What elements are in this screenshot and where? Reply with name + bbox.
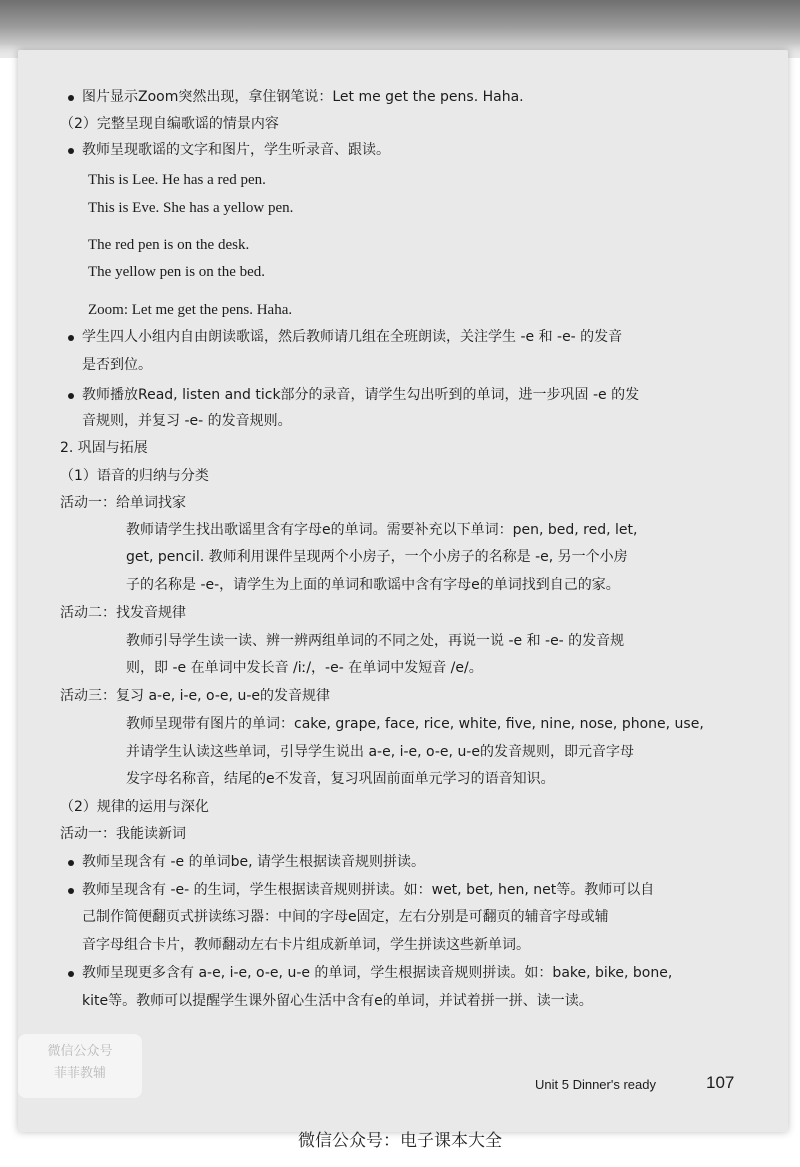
- subheading-2-2: （2）规律的运用与深化: [60, 799, 209, 815]
- bullet-icon: [68, 860, 74, 866]
- section-2-heading: 2. 巩固与拓展: [60, 440, 148, 456]
- watermark-stamp-line: 微信公众号: [47, 1044, 113, 1059]
- subheading-2-1: （1）语音的归纳与分类: [60, 468, 209, 484]
- bullet-icon: [68, 971, 74, 977]
- activity-3-text: 并请学生认读这些单词，引导学生说出 a-e, i-e, o-e, u-e的发音规则，即元音字母: [126, 744, 634, 760]
- activity-3-title: 活动三：复习 a-e, i-e, o-e, u-e的发音规律: [60, 688, 330, 704]
- watermark-stamp: [18, 1034, 142, 1098]
- bullet-icon: [68, 335, 74, 341]
- chant-line: Zoom: Let me get the pens. Haha.: [88, 302, 293, 318]
- activity-2-text: 则，即 -e 在单词中发长音 /iː/，-e- 在单词中发短音 /e/。: [126, 660, 483, 676]
- bullet-present: 教师呈现歌谣的文字和图片，学生听录音、跟读。: [82, 142, 390, 158]
- chant-line: The red pen is on the desk.: [88, 237, 250, 253]
- page-number: 107: [706, 1073, 735, 1092]
- activity-1-text: get, pencil. 教师利用课件呈现两个小房子，一个小房子的名称是 -e, 另一个小房: [126, 549, 628, 565]
- bullet-more-words: 教师呈现更多含有 a-e, i-e, o-e, u-e 的单词，学生根据读音规则拼读。如：bake, bike, bone,: [82, 965, 673, 981]
- watermark-bottom: 微信公众号：电子课本大全: [298, 1131, 502, 1151]
- subheading-2: （2）完整呈现自编歌谣的情景内容: [60, 116, 279, 132]
- bullet-icon: [68, 148, 74, 154]
- bullet-play-recording: 教师播放Read, listen and tick部分的录音，请学生勾出听到的单词，进一步巩固 -e 的发: [82, 387, 640, 403]
- bullet-new-words: 音字母组合卡片，教师翻动左右卡片组成新单词，学生拼读这些新单词。: [82, 937, 530, 953]
- chant-line: The yellow pen is on the bed.: [88, 264, 266, 280]
- activity-2-title: 活动二：找发音规律: [60, 605, 186, 621]
- chant-line: This is Eve. She has a yellow pen.: [88, 200, 294, 216]
- activity-1-text: 子的名称是 -e-，请学生为上面的单词和歌谣中含有字母e的单词找到自己的家。: [126, 577, 620, 593]
- bullet-group-read: 是否到位。: [82, 357, 152, 373]
- bullet-new-words: 己制作简便翻页式拼读练习器：中间的字母e固定，左右分别是可翻页的辅音字母或辅: [82, 909, 609, 925]
- bullet-zoom: 图片显示Zoom突然出现，拿住钢笔说：Let me get the pens. Haha.: [82, 89, 524, 105]
- bullet-group-read: 学生四人小组内自由朗读歌谣，然后教师请几组在全班朗读，关注学生 -e 和 -e- 的发音: [82, 329, 623, 345]
- bullet-more-words: kite等。教师可以提醒学生课外留心生活中含有e的单词，并试着拼一拼、读一读。: [82, 993, 593, 1009]
- bullet-play-recording: 音规则，并复习 -e- 的发音规则。: [82, 413, 292, 429]
- watermark-stamp-line: 菲菲教辅: [53, 1066, 106, 1081]
- bullet-new-words: 教师呈现含有 -e- 的生词，学生根据读音规则拼读。如：wet, bet, hen, net等。教师可以自: [82, 882, 655, 898]
- activity-1-title: 活动一：给单词找家: [60, 495, 186, 511]
- bullet-icon: [68, 888, 74, 894]
- activity-3-text: 发字母名称音，结尾的e不发音，复习巩固前面单元学习的语音知识。: [126, 771, 555, 787]
- bullet-icon: [68, 393, 74, 399]
- activity-b1-title: 活动一：我能读新词: [60, 826, 186, 842]
- bullet-be: 教师呈现含有 -e 的单词be, 请学生根据读音规则拼读。: [82, 854, 425, 870]
- book-page: [18, 50, 788, 1132]
- activity-3-text: 教师呈现带有图片的单词：cake, grape, face, rice, white, five, nine, nose, phone, use,: [126, 716, 704, 732]
- activity-2-text: 教师引导学生读一读、辨一辨两组单词的不同之处，再说一说 -e 和 -e- 的发音规: [126, 633, 625, 649]
- chant-line: This is Lee. He has a red pen.: [88, 172, 266, 188]
- footer-unit-title: Unit 5 Dinner's ready: [535, 1077, 656, 1092]
- activity-1-text: 教师请学生找出歌谣里含有字母e的单词。需要补充以下单词：pen, bed, red, let,: [126, 522, 638, 538]
- bullet-icon: [68, 95, 74, 101]
